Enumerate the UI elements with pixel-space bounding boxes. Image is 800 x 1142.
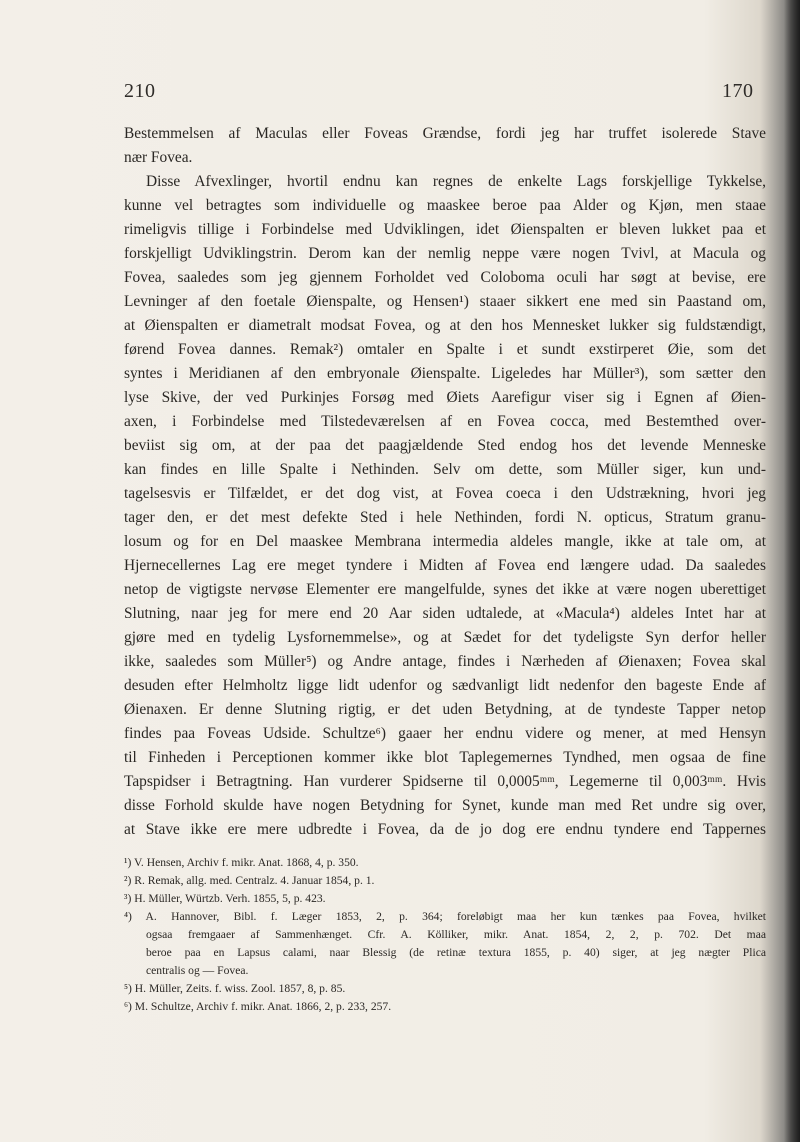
footnote: ⁵) H. Müller, Zeits. f. wiss. Zool. 1857, 8, p. 85. <box>124 982 346 995</box>
footnote-continuation: centralis og — Fovea. <box>146 964 249 977</box>
text-line: Fovea, saaledes som jeg gjennem Forholdet ved Coloboma oculi har søgt at bevise, ere <box>124 269 766 286</box>
text-line: axen, i Forbindelse med Tilstedeværelsen af en Fovea cocca, med Bestemthed over- <box>124 413 766 430</box>
text-line: forskjelligt Udviklingstrin. Derom kan der nemlig neppe være nogen Tvivl, at Macula og <box>124 245 766 262</box>
text-line: lyse Skive, der ved Purkinjes Forsøg med Øiets Aarefigur viser sig i Egnen af Øien- <box>124 389 766 406</box>
text-line: til Finheden i Perceptionen kommer ikke blot Taplegemernes Tyndhed, men ogsaa de fine <box>124 749 766 766</box>
text-line: netop de vigtigste nervøse Elementer ere mangelfulde, synes det ikke at være nogen uberettiget <box>124 581 766 598</box>
text-line: Disse Afvexlinger, hvortil endnu kan regnes de enkelte Lags forskjellige Tykkelse, <box>146 173 766 190</box>
text-line: førend Fovea dannes. Remak²) omtaler en Spalte i et sundt exstirperet Øie, som det <box>124 341 766 358</box>
text-line: beviist sig om, at der paa det paagjældende Sted endog hos det levende Menneske <box>124 437 766 454</box>
page-number-left: 210 <box>124 80 156 102</box>
text-line: gjøre med en tydelig Lysfornemmelse», og at Sædet for det tydeligste Syn derfor heller <box>124 629 766 646</box>
text-line: tagelsesvis er Tilfældet, er det dog vist, at Fovea coeca i den Udstrækning, hvori jeg <box>124 485 766 502</box>
text-line: Bestemmelsen af Maculas eller Foveas Grændse, fordi jeg har truffet isolerede Stave <box>124 125 766 142</box>
footnote: ⁴) A. Hannover, Bibl. f. Læger 1853, 2, p. 364; foreløbigt maa her kun tænkes paa Fovea, hvilket <box>124 910 766 923</box>
text-line: Tapspidser i Betragtning. Han vurderer Spidserne til 0,0005ᵐᵐ, Legemerne til 0,003ᵐᵐ. Hvis <box>124 773 766 790</box>
text-line: disse Forhold skulde have nogen Betydning for Synet, kunde man med Ret undre sig over, <box>124 797 766 814</box>
text-line: ikke, saaledes som Müller⁵) og Andre antage, findes i Nærheden af Øienaxen; Fovea skal <box>124 653 766 670</box>
text-line: desuden efter Helmholtz ligge lidt udenfor og sædvanligt lidt nedenfor den bageste Ende af <box>124 677 766 694</box>
text-line: Hjernecellernes Lag ere meget tyndere i Midten af Fovea end længere udad. Da saaledes <box>124 557 766 574</box>
text-line: Øienaxen. Er denne Slutning rigtig, er det uden Betydning, at de tyndeste Tapper netop <box>124 701 766 718</box>
text-line: at Stave ikke ere mere udbredte i Fovea, da de jo dog ere endnu tyndere end Tappernes <box>124 821 766 838</box>
page-edge-shadow <box>784 0 800 1142</box>
footnote: ²) R. Remak, allg. med. Centralz. 4. Januar 1854, p. 1. <box>124 874 375 887</box>
text-line: losum og for en Del maaskee Membrana intermedia aldeles mangle, ikke at tale om, at <box>124 533 766 550</box>
text-line: kan findes en lille Spalte i Nethinden. Selv om dette, som Müller siger, kun und- <box>124 461 766 478</box>
text-line: Levninger af den foetale Øienspalte, og Hensen¹) staaer sikkert ene med sin Paastand om, <box>124 293 766 310</box>
footnote-continuation: ogsaa fremgaaer af Sammenhænget. Cfr. A. Kölliker, mikr. Anat. 1854, 2, 2, p. 702. Det maa <box>146 928 766 941</box>
text-line: at Øienspalten er diametralt modsat Fovea, og at den hos Mennesket lukker sig fuldstændigt, <box>124 317 766 334</box>
footnote: ⁶) M. Schultze, Archiv f. mikr. Anat. 1866, 2, p. 233, 257. <box>124 1000 392 1013</box>
footnote-continuation: beroe paa en Lapsus calami, naar Blessig (de retinæ textura 1855, p. 40) siger, at jeg nægter Plica <box>146 946 766 959</box>
text-line: rimeligvis tillige i Forbindelse med Udviklingen, idet Øienspalten er bleven lukket paa et <box>124 221 766 238</box>
main-text <box>124 122 766 842</box>
footnotes <box>124 854 766 1016</box>
page-number-right: 170 <box>722 80 754 102</box>
text-line: nær Fovea. <box>124 149 193 166</box>
text-line: Slutning, naar jeg for mere end 20 Aar siden udtalede, at «Macula⁴) aldeles Intet har at <box>124 605 766 622</box>
text-line: tager den, er det mest defekte Sted i hele Nethinden, fordi N. opticus, Stratum granu- <box>124 509 766 526</box>
text-line: kunne vel betragtes som individuelle og maaskee beroe paa Alder og Kjøn, men staae <box>124 197 766 214</box>
text-line: findes paa Foveas Udside. Schultze⁶) gaaer her endnu videre og mener, at med Hensyn <box>124 725 766 742</box>
footnote: ³) H. Müller, Würtzb. Verh. 1855, 5, p. 423. <box>124 892 326 905</box>
footnote: ¹) V. Hensen, Archiv f. mikr. Anat. 1868, 4, p. 350. <box>124 856 359 869</box>
text-line: syntes i Meridianen af den embryonale Øienspalte. Ligeledes har Müller³), som sætter den <box>124 365 766 382</box>
